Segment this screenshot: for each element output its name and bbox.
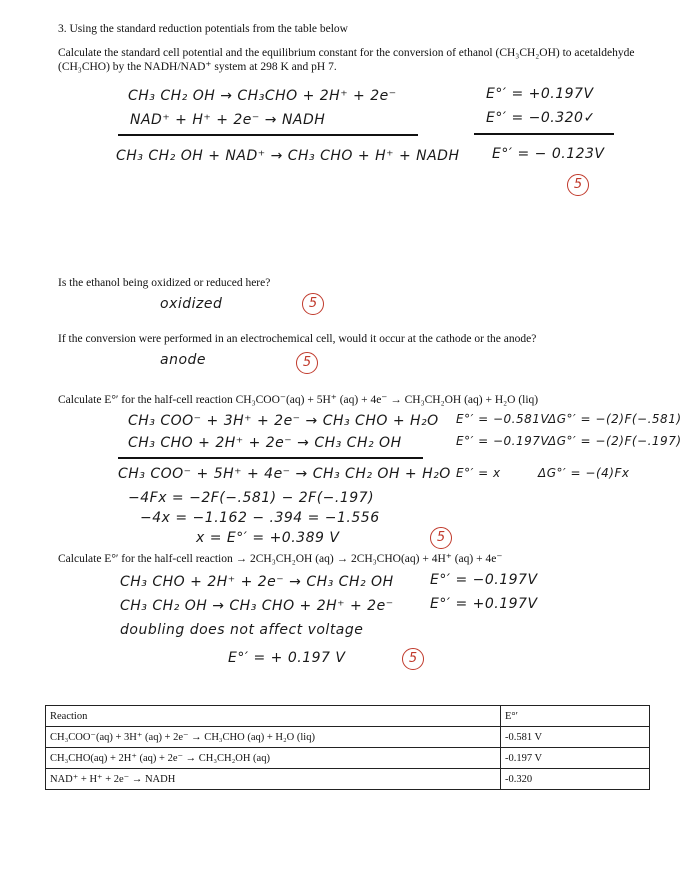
electrode-question: If the conversion were performed in an electrochemical cell, would it occur at the cathode or the anode? bbox=[58, 333, 537, 345]
half1-calc-line1: −4Fx = −2F(−.581) − 2F(−.197) bbox=[128, 490, 375, 506]
work1-line1-potential: E°′ = +0.197V bbox=[486, 86, 594, 102]
work1-sum-rule bbox=[118, 134, 418, 136]
half2-work-line2-equation: CH₃ CH₂ OH → CH₃ CHO + 2H⁺ + 2e⁻ bbox=[120, 598, 394, 614]
half1-work-line2-equation: CH₃ CHO + 2H⁺ + 2e⁻ → CH₃ CH₂ OH bbox=[128, 435, 402, 451]
half1-work-line1-equation: CH₃ COO⁻ + 3H⁺ + 2e⁻ → CH₃ CHO + H₂O bbox=[128, 413, 439, 429]
table-header-row bbox=[46, 706, 650, 727]
half-cell-2-question: Calculate E°′ for the half-cell reaction → 2CH₃CH₂OH (aq) → 2CH₃CHO(aq) + 4H⁺ (aq) + 4e⁻ bbox=[58, 553, 503, 565]
score-circle: 5 bbox=[567, 174, 589, 196]
table-header-potential: E°′ bbox=[501, 706, 650, 727]
work1-total-potential: E°′ = − 0.123V bbox=[492, 146, 605, 162]
half1-work-line2-potential: E°′ = −0.197V bbox=[456, 434, 550, 448]
electrode-answer: anode bbox=[160, 352, 207, 368]
table-row bbox=[46, 769, 650, 790]
half1-work-total-equation: CH₃ COO⁻ + 5H⁺ + 4e⁻ → CH₃ CH₂ OH + H₂O bbox=[118, 466, 451, 482]
table-cell-reaction: CH₃COO⁻(aq) + 3H⁺ (aq) + 2e⁻ → CH₃CHO (aq) + H₂O (liq) bbox=[46, 727, 501, 748]
half2-work-line1-potential: E°′ = −0.197V bbox=[430, 572, 538, 588]
table-cell-potential: -0.581 V bbox=[501, 727, 650, 748]
table-row bbox=[46, 727, 650, 748]
table-header-reaction: Reaction bbox=[46, 706, 501, 727]
half1-calc-line2: −4x = −1.162 − .394 = −1.556 bbox=[140, 510, 380, 526]
work1-sum-rule-right bbox=[474, 133, 614, 135]
half2-result: E°′ = + 0.197 V bbox=[228, 650, 346, 666]
half1-work-line1-gibbs: ΔG°′ = −(2)F(−.581) bbox=[548, 412, 682, 426]
question-heading: 3. Using the standard reduction potentials from the table below bbox=[58, 23, 348, 35]
half2-note: doubling does not affect voltage bbox=[120, 622, 364, 638]
table-row bbox=[46, 748, 650, 769]
half1-work-total-potential: E°′ = x bbox=[456, 466, 501, 480]
table-cell-reaction: CH₃CHO(aq) + 2H⁺ (aq) + 2e⁻ → CH₃CH₂OH (aq) bbox=[46, 748, 501, 769]
half-cell-1-question: Calculate E°′ for the half-cell reaction CH₃COO⁻(aq) + 5H⁺ (aq) + 4e⁻ → CH₃CH₂OH (aq) + H₂O (liq) bbox=[58, 394, 539, 406]
question-prompt-line-1: Calculate the standard cell potential and the equilibrium constant for the conversion of ethanol (CH₃CH₂OH) to acetaldehyde bbox=[58, 47, 635, 59]
table-cell-potential: -0.197 V bbox=[501, 748, 650, 769]
score-circle: 5 bbox=[402, 648, 424, 670]
table-cell-potential: -0.320 bbox=[501, 769, 650, 790]
score-circle: 5 bbox=[296, 352, 318, 374]
oxidized-question: Is the ethanol being oxidized or reduced here? bbox=[58, 277, 271, 289]
oxidized-answer: oxidized bbox=[160, 296, 223, 312]
score-circle: 5 bbox=[302, 293, 324, 315]
half1-work-line1-potential: E°′ = −0.581V bbox=[456, 412, 550, 426]
table-cell-reaction: NAD⁺ + H⁺ + 2e⁻ → NADH bbox=[46, 769, 501, 790]
work1-line2-potential: E°′ = −0.320✓ bbox=[486, 110, 596, 126]
score-circle: 5 bbox=[430, 527, 452, 549]
half1-work-total-gibbs: ΔG°′ = −(4)Fx bbox=[538, 466, 630, 480]
work1-line1-equation: CH₃ CH₂ OH → CH₃CHO + 2H⁺ + 2e⁻ bbox=[128, 88, 397, 104]
work1-line2-equation: NAD⁺ + H⁺ + 2e⁻ → NADH bbox=[130, 112, 326, 128]
half1-sum-rule bbox=[118, 457, 423, 459]
half2-work-line2-potential: E°′ = +0.197V bbox=[430, 596, 538, 612]
half2-work-line1-equation: CH₃ CHO + 2H⁺ + 2e⁻ → CH₃ CH₂ OH bbox=[120, 574, 394, 590]
reduction-potential-table bbox=[45, 705, 650, 790]
work1-total-equation: CH₃ CH₂ OH + NAD⁺ → CH₃ CHO + H⁺ + NADH bbox=[116, 148, 460, 164]
half1-calc-line3: x = E°′ = +0.389 V bbox=[196, 530, 340, 546]
half1-work-line2-gibbs: ΔG°′ = −(2)F(−.197) bbox=[548, 434, 682, 448]
question-prompt-line-2: (CH₃CHO) by the NADH/NAD⁺ system at 298 K and pH 7. bbox=[58, 61, 337, 73]
